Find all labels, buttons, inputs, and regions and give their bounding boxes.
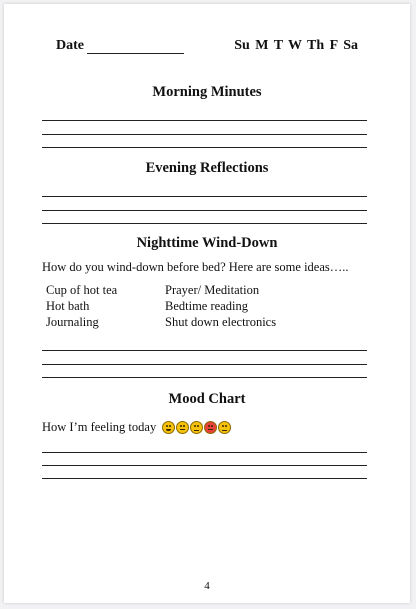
idea-item: Bedtime reading [165, 299, 248, 313]
page-header [56, 38, 366, 58]
sad-face-icon [190, 421, 203, 434]
mood-line-1 [42, 452, 367, 453]
mood-row [42, 418, 231, 436]
evening-reflections-title: Evening Reflections [145, 160, 269, 176]
idea-item: Hot bath [46, 299, 90, 313]
angry-face-icon [204, 421, 217, 434]
neutral-face-icon [176, 421, 189, 434]
idea-item: Shut down electronics [165, 315, 277, 329]
idea-item: Prayer/ Meditation [165, 283, 260, 297]
mood-chart-title: Mood Chart [168, 391, 246, 407]
idea-item: Journaling [46, 315, 99, 329]
wind-down-prompt: How do you wind-down before bed? Here are some ideas….. [42, 260, 349, 274]
mood-line-3 [42, 478, 367, 479]
nighttime-wind-down-title: Nighttime Wind-Down [136, 235, 278, 251]
mood-prompt: How I’m feeling today [42, 419, 157, 434]
date-write-line [87, 53, 184, 54]
nighttime-line-2 [42, 364, 367, 365]
page-number: 4 [204, 580, 210, 592]
nighttime-line-1 [42, 350, 367, 351]
grinning-face-icon [162, 421, 175, 434]
weekday-row: Su M T W Th F Sa [234, 38, 358, 53]
mood-line-2 [42, 465, 367, 466]
evening-line-2 [42, 210, 367, 211]
mood-emoji-group [162, 421, 231, 434]
frowning-face-icon [218, 421, 231, 434]
idea-item: Cup of hot tea [46, 283, 118, 297]
morning-line-1 [42, 120, 367, 121]
journal-page [4, 4, 410, 603]
evening-line-1 [42, 196, 367, 197]
nighttime-line-3 [42, 377, 367, 378]
date-label: Date [56, 38, 84, 53]
evening-line-3 [42, 223, 367, 224]
morning-line-3 [42, 147, 367, 148]
morning-minutes-title: Morning Minutes [152, 84, 262, 100]
morning-line-2 [42, 134, 367, 135]
